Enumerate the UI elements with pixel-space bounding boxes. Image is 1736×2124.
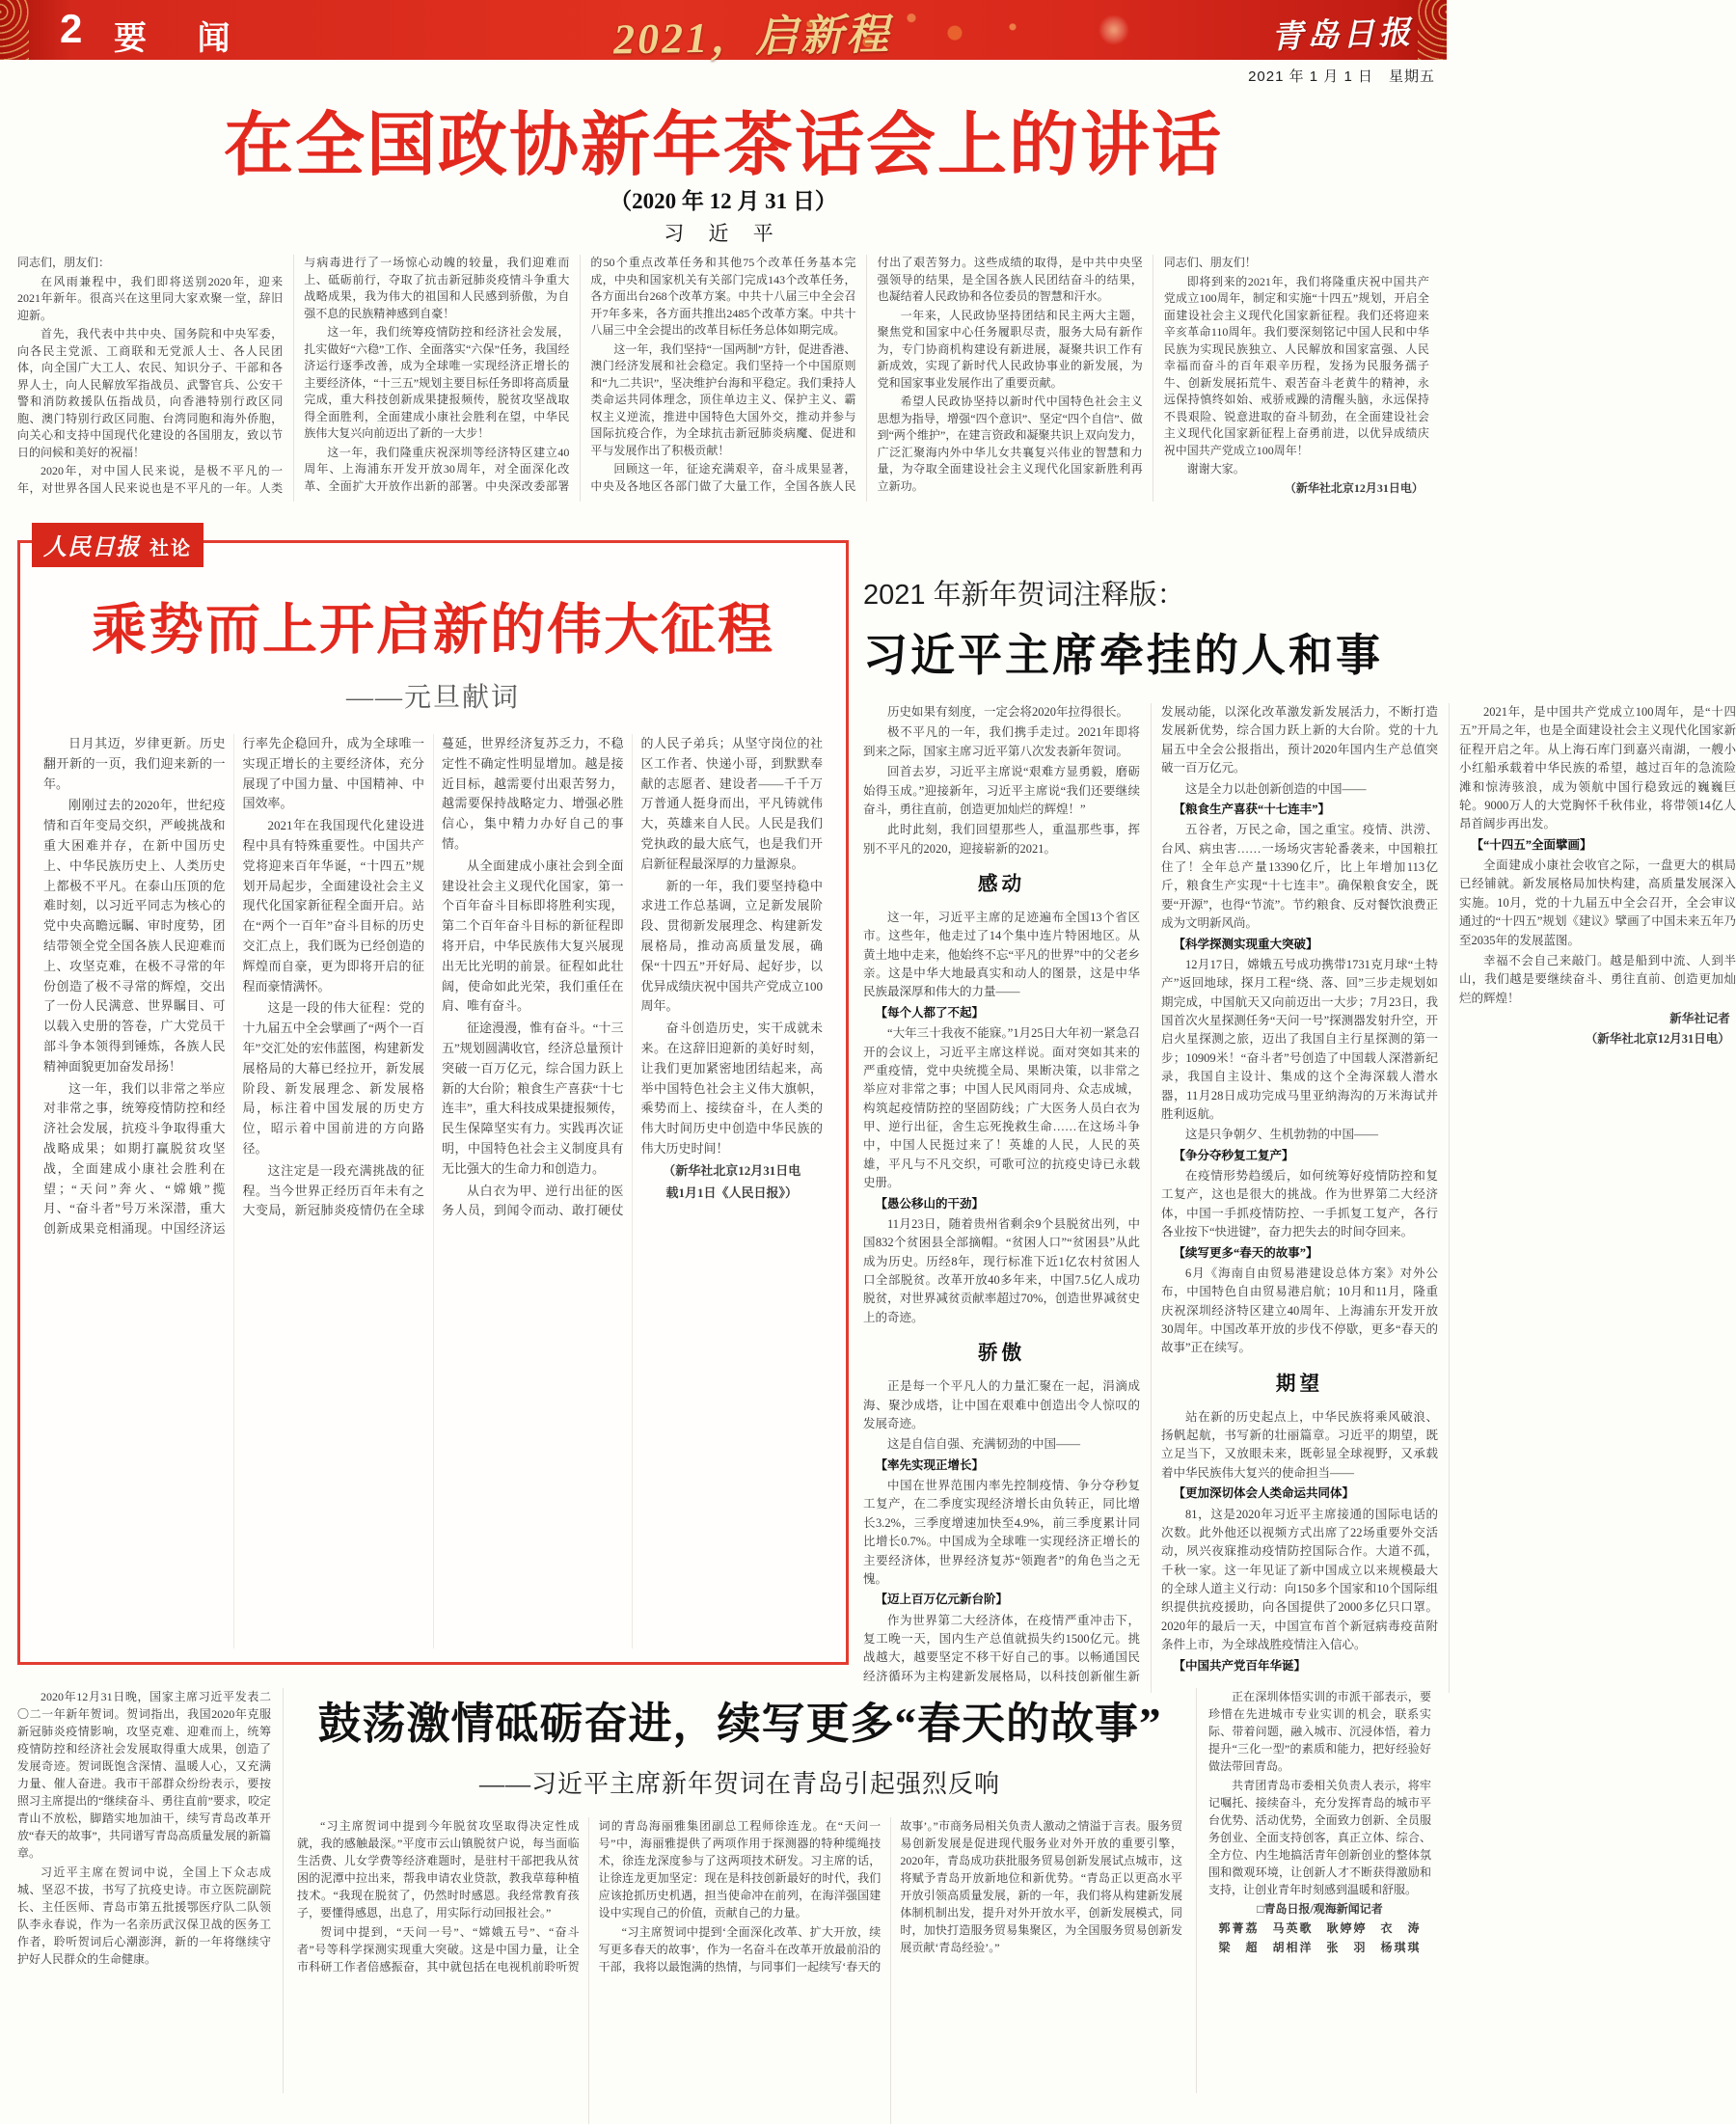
paragraph: 希望人民政协坚持以新时代中国特色社会主义思想为指导，增强“四个意识”、坚定“四个自信”、做到“两个维护”，在建言资政和凝聚共识上双向发力，广泛汇聚海内外中华儿女共襄复兴伟业的智慧和力量，为夺取全面建设社会主义现代化国家新胜利再立新功。	[877, 395, 1143, 493]
byline: 新华社记者	[1669, 1012, 1730, 1025]
topic-heading: 【科学探测实现重大突破】	[1173, 937, 1318, 951]
section-heading: 期望	[1275, 1373, 1324, 1395]
topic-heading: 【续写更多“春天的故事”】	[1173, 1245, 1318, 1260]
paragraph: 从全面建成小康社会到全面建设社会主义现代化国家，第一个百年奋斗目标即将胜利实现，第二个百年奋斗目标的新征程即将开启，中华民族伟大复兴展现出无比光明的前景。征程如此壮阔，使命如此光荣，我们重任在肩、唯有奋斗。	[442, 858, 624, 1014]
paragraph: 正在深圳体悟实训的市派干部表示，要珍惜在先进城市专业实训的机会，联系实际、带着问题，融入城市、沉浸体悟，着力提升“三化一型”的素质和能力，把好经验好做法带回青岛。	[1208, 1690, 1431, 1773]
paragraph: 历史如果有刻度，一定会将2020年拉得很长。	[887, 705, 1129, 719]
paragraph: 这注定是一段充满挑战的征程。当今世界正经历百年未有之大变局，新冠肺炎疫情仍在全球蔓延，世界经济复苏乏力，不稳定性不确定性明显增加。越是接近目标，越需要付出艰苦努力，越需要保持战略定力、增强必胜信心，集中精力办好自己的事情。	[242, 736, 624, 1218]
reporter-names: 梁 超 胡相洋 张 羽 杨琪琪	[1218, 1941, 1422, 1954]
paragraph: 站在新的历史起点上，中华民族将乘风破浪、扬帆起航，书写新的壮丽篇章。习近平的期望，既立足当下，又放眼未来，既彰显全球视野，又承载着中华民族伟大复兴的使命担当——	[1161, 1409, 1438, 1480]
paragraph: 81，这是2020年习近平主席接通的国际电话的次数。此外他还以视频方式出席了22场重要外交活动，夙兴夜寐推动疫情防控国际合作。大道不孤，千秋一家。这一年见证了新中国成立以来规模最大的全球人道主义行动：向150多个国家和10个国际组织提供抗疫援助，向各国提供了2000多亿只口罩。2020年的最后一天，中国宣布首个新冠病毒疫苗附条件上市，为全球战胜疫情注入信心。	[1161, 1507, 1438, 1652]
festive-banner	[0, 0, 1447, 64]
paragraph: 五谷者，万民之命，国之重宝。疫情、洪涝、台风、病虫害……一场场灾害轮番袭来，中国粮扛住了！全年总产量13390亿斤，比上年增加113亿斤，粮食生产实现“十七连丰”。确保粮食安全，既要“开源”，也得“节流”。节约粮食、反对餐饮浪费正成为文明新风尚。	[1161, 823, 1438, 931]
topic-heading: 【率先实现正增长】	[875, 1457, 985, 1472]
paragraph: 从白衣为甲、逆行出征的医务人员，到闻令而动、敢打硬仗的人民子弟兵；从坚守岗位的社区工作者、快递小哥，到默默奉献的志愿者、建设者——千千万万普通人挺身而出，平凡铸就伟大，英雄来自人民。人民是我们党执政的最大底气，也是我们开启新征程最深厚的力量源泉。	[442, 736, 823, 1218]
section-heading: 骄傲	[977, 1343, 1026, 1365]
editorial-tag-label: 社论	[149, 538, 192, 559]
scroll-ornament-left-icon	[0, 0, 29, 60]
paragraph: “习主席贺词中提到今年脱贫攻坚取得决定性成就，我的感触最深。”平度市云山镇脱贫户说，每当面临生活费、儿女学费等经济难题时，是驻村干部把我从贫困的泥潭中拉出来，帮我申请农业贷款，教我草莓种植技术。“我现在脱贫了，仍然时时感恩。我经常教育孩子，要懂得感恩，出息了，用实际行动回报社会。”	[297, 1819, 580, 1920]
topic-heading: 【中国共产党百年华诞】	[1173, 1658, 1307, 1673]
paragraph: “大年三十我夜不能寐。”1月25日大年初一紧急召开的会议上，习近平主席这样说。面对突如其来的严重疫情，党中央统揽全局、果断决策，以非常之举应对非常之事；中国人民风雨同舟、众志成城，构筑起疫情防控的坚固防线；广大医务人员白衣为甲、逆行出征，舍生忘死挽救生命……在这场斗争中，中国人民挺过来了！英雄的人民，人民的英雄，平凡与不凡交织，可歌可泣的抗疫史诗已永载史册。	[863, 1026, 1140, 1190]
editorial-tag	[32, 523, 203, 567]
reaction-center	[297, 1688, 1182, 2093]
paragraph: 贺词中提到，“天问一号”、“嫦娥五号”、“奋斗者”号等科学探测实现重大突破。这是中国力量，让全市科研工作者倍感振奋，其中就包括在电视机前聆听贺词的青岛海丽雅集团副总工程师徐连龙。在“天问一号”中，海丽雅提供了两项作用于探测器的特种缆绳技术，徐连龙深度参与了这两项技术研发。习主席的话，让徐连龙更加坚定：现在是科技创新最好的时代，我们应该抢抓历史机遇，担当使命冲在前列，在海洋强国建设中实现自己的价值，贡献自己的力量。	[297, 1819, 882, 1974]
paragraph: 2021年，是中国共产党成立100周年，是“十四五”开局之年，也是全面建设社会主义现代化国家新征程开启之年。从上海石库门到嘉兴南湖，一艘小小红船承载着中华民族的希望，越过百年的急流险滩和惊涛骇浪，成为领航中国行稳致远的巍巍巨轮。9000万人的大党胸怀千秋伟业，将带领14亿人昂首阔步再出发。	[1459, 705, 1736, 831]
paragraph: 谢谢大家。	[1186, 462, 1245, 477]
paragraph: 这一年，习近平主席的足迹遍布全国13个省区市。这些年，他走过了14个集中连片特困地区。从黄土地中走来，他始终不忘“平凡的世界”中的父老乡亲。这是中华大地最真实和动人的图景，这是中华民族最深厚和伟大的力量——	[863, 910, 1140, 999]
reaction-right-column	[1196, 1688, 1431, 2093]
editorial-box	[17, 535, 849, 1665]
annotated-greeting-article	[863, 573, 1736, 1683]
paragraph: 即将到来的2021年，我们将隆重庆祝中国共产党成立100周年，制定和实施“十四五”规划，开启全面建设社会主义现代化国家新征程。我们还将迎来辛亥革命110周年。我们要深刻铭记中国人民和中华民族为实现民族独立、人民解放和国家富强、人民幸福而奋斗的百年艰辛历程，发扬为民服务孺子牛、创新发展拓荒牛、艰苦奋斗老黄牛的精神，永远保持慎终如始、戒骄戒躁的清醒头脑，永远保持不畏艰险、锐意进取的奋斗韧劲，在全面建设社会主义现代化国家新征程上奋勇前进，以优异成绩庆祝中国共产党成立100周年！	[1163, 274, 1429, 457]
speech-headline: 在全国政协新年茶话会上的讲话	[223, 107, 1223, 184]
paragraph: 奋斗创造历史，实干成就未来。在这辞旧迎新的美好时刻，让我们更加紧密地团结起来，高举中国特色社会主义伟大旗帜，乘势而上、接续奋斗，在人类的伟大时间历史中创造中华民族的伟大历史时间！	[640, 1021, 823, 1156]
paragraph: 同志们、朋友们！	[1163, 256, 1257, 269]
topic-heading: 【粮食生产喜获“十七连丰”】	[1173, 802, 1331, 816]
paragraph: 一年来，人民政协坚持团结和民主两大主题，聚焦党和国家中心任务履职尽责，服务大局有新作为，专门协商机构建设有新进展，凝聚共识工作有新成效，实现了新时代人民政协事业的新发展，为党和国家事业发展作出了重要贡献。	[877, 308, 1143, 390]
annotated-body	[863, 703, 1736, 1693]
paragraph: 同志们，朋友们：	[17, 256, 111, 269]
paragraph: 在疫情形势趋缓后，如何统筹好疫情防控和复工复产，这也是很大的挑战。作为世界第二大经济体，中国一手抓疫情防控、一手抓复工复产，各行各业按下“快进键”，奋力把失去的时间夺回来。	[1161, 1169, 1438, 1239]
topic-heading: 【迈上百万亿元新台阶】	[875, 1593, 1009, 1607]
paragraph: 作为世界第二大经济体，在疫情严重冲击下，复工晚一天，国内生产总值就损失约1500亿元。挑战越大，越要坚定不移干好自己的事。以畅通国民经济循环为主构建新发展格局，以科技创新催生新发展动能，以深化改革激发新发展活力，不断打造发展新优势，综合国力跃上新的大台阶。党的十九届五中全会公报指出，预计2020年国内生产总值突破一百万亿元。	[863, 705, 1438, 1683]
byline: □青岛日报/观海新闻记者	[1257, 1902, 1383, 1916]
reporter-names: 郭菁荔 马英歌 耿婷婷 衣 涛	[1218, 1921, 1422, 1935]
paragraph: 征途漫漫，惟有奋斗。“十三五”规划圆满收官，经济总量预计突破一百万亿元，综合国力跃上新的大台阶；粮食生产喜获“十七连丰”，重大科技成果捷报频传，民生保障坚实有力。实践再次证明，中国特色社会主义制度具有无比强大的生命力和创造力。	[442, 1021, 624, 1176]
reaction-left-column	[17, 1688, 284, 2093]
editorial-subtitle: ——元旦献词	[345, 683, 520, 713]
paragraph: 回首去岁，习近平主席说“艰难方显勇毅，磨砺始得玉成。”迎接新年，习近平主席说“我们还要继续奋斗，勇往直前，创造更加灿烂的辉煌！”	[863, 765, 1140, 816]
qingdao-daily-masthead: 青岛日报	[1270, 15, 1415, 56]
paragraph: 正是每一个平凡人的力量汇聚在一起，涓滴成海、聚沙成塔，让中国在艰难中创造出令人惊叹的发展奇迹。	[863, 1379, 1140, 1430]
annotated-kicker: 2021 年新年贺词注释版：	[863, 580, 1185, 611]
editorial-headline: 乘势而上开启新的伟大征程	[92, 600, 774, 661]
speech-body	[17, 255, 1429, 502]
paragraph: 日月其迈，岁律更新。历史翻开新的一页，我们迎来新的一年。	[43, 736, 226, 791]
paragraph: 新的一年，我们要坚持稳中求进工作总基调，立足新发展阶段、贯彻新发展理念、构建新发展格局，推动高质量发展，确保“十四五”开好局、起好步，以优异成绩庆祝中国共产党成立100周年。	[640, 878, 824, 1014]
paragraph: 共青团青岛市委相关负责人表示，将牢记嘱托、接续奋斗，充分发挥青岛的城市平台优势、活动优势，全面致力创新、全员服务创业、全面支持创客，真正立体、综合、全方位、内生地搞活青年创新创业的整体氛围和微观环境，让创新人才不断获得激励和支持，让创业青年时刻感到温暖和舒服。	[1208, 1779, 1431, 1896]
reaction-subtitle: ——习近平主席新年贺词在青岛引起强烈反响	[478, 1770, 1000, 1798]
speech-dateline: （2020 年 12 月 31 日）	[610, 189, 837, 213]
paragraph: 2020年，对中国人民来说，是极不平凡的一年，对世界各国人民来说也是不平凡的一年。人类与病毒进行了一场惊心动魄的较量，我们迎难而上、砥砺前行，夺取了抗击新冠肺炎疫情斗争重大战略成果，我为伟大的祖国和人民感到骄傲，为自强不息的民族精神感到自豪！	[17, 256, 570, 495]
paragraph: 这是自信自强、充满韧劲的中国——	[887, 1437, 1081, 1452]
byline: 载1月1日《人民日报》）	[665, 1185, 798, 1200]
paragraph: 首先，我代表中共中央、国务院和中央军委，向各民主党派、工商联和无党派人士、各人民团体，向全国广大工人、农民、知识分子、干部和各界人士，向人民解放军指战员、武警官兵、公安干警和消防救援队伍指战员，向香港特别行政区同胞、澳门特别行政区同胞、台湾同胞和海外侨胞，向关心和支持中国现代化建设的各国朋友，致以节日的问候和美好的祝福！	[17, 327, 284, 459]
paragraph: 回顾这一年，征途充满艰辛，奋斗成果显著，中央及各地区各部门做了大量工作，全国各族人民付出了艰苦努力。这些成绩的取得，是中共中央坚强领导的结果，是全国各族人民团结奋斗的结果，也凝结着人民政协和各位委员的智慧和汗水。	[590, 256, 1143, 493]
paragraph: 此时此刻，我们回望那些人，重温那些事，挥别不平凡的2020，迎接崭新的2021。	[863, 823, 1140, 856]
paragraph: 幸福不会自己来敲门。越是船到中流、人到半山，我们越是要继续奋斗、勇往直前、创造更加灿烂的辉煌！	[1459, 953, 1736, 1005]
paragraph: 这一年，我们隆重庆祝深圳等经济特区建立40周年、上海浦东开发开放30周年，对全面深化改革、全面扩大开放作出新的部署。中央深改委部署的50个重点改革任务和其他75个改革任务基本完成，中央和国家机关有关部门完成143个改革任务，各方面出台268个改革方案。中共十八届三中全会召开7年多来，各方面共推出2485个改革方案。中共十八届三中全会提出的改革目标任务总体如期完成。	[304, 256, 856, 493]
paragraph: 这是只争朝夕、生机勃勃的中国——	[1185, 1128, 1379, 1142]
paragraph: “习主席贺词中提到‘全面深化改革、扩大开放，续写更多春天的故事’，作为一名奋斗在改革开放最前沿的干部，我将以最饱满的热情，与同事们一起续写‘春天的故事’。”市商务局相关负责人激动之情溢于言表。服务贸易创新发展是促进现代服务业对外开放的重要引擎，2020年，青岛成功获批服务贸易创新发展试点城市，这将赋予青岛开放新地位和新优势。“青岛正以更高水平开放引领高质量发展，新的一年，我们将从构建新发展体制机制出发，提升对外开放水平，创新发展模式，同时，加快打造服务贸易集聚区，为全国服务贸易创新发展贡献‘青岛经验’。”	[598, 1819, 1182, 1974]
paragraph: 这一年，我们统筹疫情防控和经济社会发展，扎实做好“六稳”工作、全面落实“六保”任务，我国经济运行逐季改善，成为全球唯一实现经济正增长的主要经济体，“十三五”规划主要目标任务即将高质量完成，重大科技创新成果捷报频传，脱贫攻坚战取得全面胜利，全面建成小康社会胜利在望，中华民族伟大复兴向前迈出了新的一大步！	[304, 325, 570, 441]
editorial-body	[43, 734, 823, 1648]
paragraph: 6月《海南自由贸易港建设总体方案》对外公布，中国特色自由贸易港启航；10月和11月，隆重庆祝深圳经济特区建立40周年、上海浦东开发开放30周年。中国改革开放的步伐不停歇，更多“春天的故事”正在续写。	[1161, 1266, 1438, 1355]
paragraph: 这一年，我们以非常之举应对非常之事，统筹疫情防控和经济社会发展，抗疫斗争取得重大战略成果；如期打赢脱贫攻坚战，全面建成小康社会胜利在望；“天问”奔火、“嫦娥”揽月、“奋斗者”号万米深潜，重大创新成果竞相涌现。中国经济运行率先企稳回升，成为全球唯一实现正增长的主要经济体，充分展现了中国力量、中国精神、中国效率。	[43, 736, 424, 1237]
paragraph: 这一年，我们坚持“一国两制”方针，促进香港、澳门经济发展和社会稳定。我们坚持一个中国原则和“九二共识”，坚决维护台海和平稳定。我们秉持人类命运共同体理念，顶住单边主义、保护主义、霸权主义逆流，推进中国特色大国外交，推动并参与国际抗疫合作，为全球抗击新冠肺炎病魔、促进和平与发展作出了积极贡献！	[590, 341, 856, 457]
byline: （新华社北京12月31日电）	[1284, 480, 1424, 495]
page-number: 2	[60, 6, 83, 51]
paragraph: 这是全力以赴创新创造的中国——	[1185, 781, 1367, 796]
paragraph: 全面建成小康社会收官之际，一盘更大的棋局已经铺就。新发展格局加快构建，高质量发展深入实施。10月，党的十九届五中全会召开，全会审议通过的“十四五”规划《建议》擘画了中国未来五年乃至2035年的发展蓝图。	[1459, 858, 1736, 947]
section-title: 要 闻	[114, 21, 252, 57]
topic-heading: 【愚公移山的干劲】	[875, 1196, 985, 1211]
annotated-headline: 习近平主席牵挂的人和事	[863, 631, 1383, 680]
topic-heading: 【“十四五”全面擘画】	[1471, 837, 1592, 852]
new-year-slogan: 2021，启新程	[612, 11, 892, 64]
paragraph: 2021年在我国现代化建设进程中具有特殊重要性。中国共产党将迎来百年华诞，“十四五”规划开局起步，全面建设社会主义现代化国家新征程全面开启。站在“两个一百年”奋斗目标的历史交汇点上，我们既为已经创造的辉煌而自豪，更为即将开启的征程而豪情满怀。	[242, 818, 424, 994]
topic-heading: 【争分夺秒复工复产】	[1173, 1148, 1294, 1162]
scroll-ornament-right-icon	[1418, 0, 1447, 60]
edition-date: 2021 年 1 月 1 日 星期五	[1248, 68, 1435, 85]
byline: （新华社北京12月31日电	[663, 1162, 801, 1178]
paragraph: 2020年12月31日晚，国家主席习近平发表二〇二一年新年贺词。贺词指出，我国2020年克服新冠肺炎疫情影响，攻坚克难、迎难而上，统筹疫情防控和经济社会发展取得重大成果，创造了发展奇迹。贺词既饱含深情、温暖人心，又充满力量、催人奋进。我市干部群众纷纷表示，要按照习主席提出的“继续奋斗、勇往直前”要求，咬定青山不放松，脚踏实地加油干，续写青岛改革开放“春天的故事”，共同谱写青岛高质量发展的新篇章。	[17, 1690, 271, 1860]
paragraph: 中国在世界范围内率先控制疫情、争分夺秒复工复产，在二季度实现经济增长由负转正，同比增长3.2%，三季度增速加快至4.9%，前三季度累计同比增长0.7%。中国成为全球唯一实现经济正增长的主要经济体，世界经济复苏“领跑者”的角色当之无愧。	[863, 1479, 1140, 1586]
paragraph: 极不平凡的一年，我们携手走过。2021年即将到来之际，国家主席习近平第八次发表新年贺词。	[863, 725, 1140, 758]
speech-author: 习 近 平	[664, 222, 783, 245]
paragraph: 习近平主席在贺词中说，全国上下众志成城、坚忍不拔，书写了抗疫史诗。市立医院副院长、主任医师、青岛市第五批援鄂医疗队二队领队李永春说，作为一名亲历武汉保卫战的医务工作者，聆听贺词后心潮澎湃，新的一年将继续守护好人民群众的生命健康。	[17, 1865, 271, 1966]
topic-heading: 【每个人都了不起】	[875, 1005, 985, 1020]
paragraph: 11月23日，随着贵州省剩余9个县脱贫出列，中国832个贫困县全部摘帽。“贫困人口”“贫困县”从此成为历史。历经8年，现行标准下近1亿农村贫困人口全部脱贫。改革开放40多年来，中国7.5亿人成功脱贫，对世界减贫贡献率超过70%，创造世界减贫史上的奇迹。	[863, 1216, 1140, 1324]
reaction-headline: 鼓荡激情砥砺奋进，续写更多“春天的故事”	[317, 1700, 1162, 1748]
peoples-daily-logo: 人民日报	[43, 535, 140, 560]
topic-heading: 【更加深切体会人类命运共同体】	[1173, 1486, 1355, 1501]
paragraph: 在风雨兼程中，我们即将送别2020年，迎来2021年新年。很高兴在这里同大家欢聚一堂，辞旧迎新。	[17, 274, 284, 322]
paragraph: 12月17日，嫦娥五号成功携带1731克月球“土特产”返回地球，探月工程“绕、落、回”三步走规划如期完成，中国航天又向前迈出一大步；7月23日，我国首次火星探测任务“天问一号”探测器发射升空，开启火星探测之旅，迈出了我国自主行星探测的第一步；10909米！“奋斗者”号创造了中国载人深潜新纪录，我国自主设计、集成的这个全海深载人潜水器，11月28日成功完成马里亚纳海沟的万米海试并胜利返航。	[1161, 957, 1438, 1121]
reaction-body	[297, 1817, 1182, 2124]
paragraph: 刚刚过去的2020年，世纪疫情和百年变局交织，严峻挑战和重大困难并存，在新中国历史上、中华民族历史上、人类历史上都极不平凡。在泰山压顶的危难时刻，以习近平同志为核心的党中央高瞻远瞩、审时度势，团结带领全党全国各族人民迎难而上、攻坚克难，在极不寻常的年份创造了极不寻常的辉煌，交出了一份人民满意、世界瞩目、可以载入史册的答卷，广大党员干部斗争本领得到锤炼，各族人民精神面貌更加奋发昂扬！	[43, 798, 226, 1074]
byline: （新华社北京12月31日电）	[1585, 1032, 1730, 1047]
paragraph: 这是一段的伟大征程：党的十九届五中全会擘画了“两个一百年”交汇处的宏伟蓝图，构建新发展格局的大幕已经拉开，新发展阶段、新发展理念、新发展格局，标注着中国发展的历史方位，昭示着中国前进的方向路径。	[242, 1000, 424, 1156]
section-heading: 感动	[977, 874, 1026, 895]
